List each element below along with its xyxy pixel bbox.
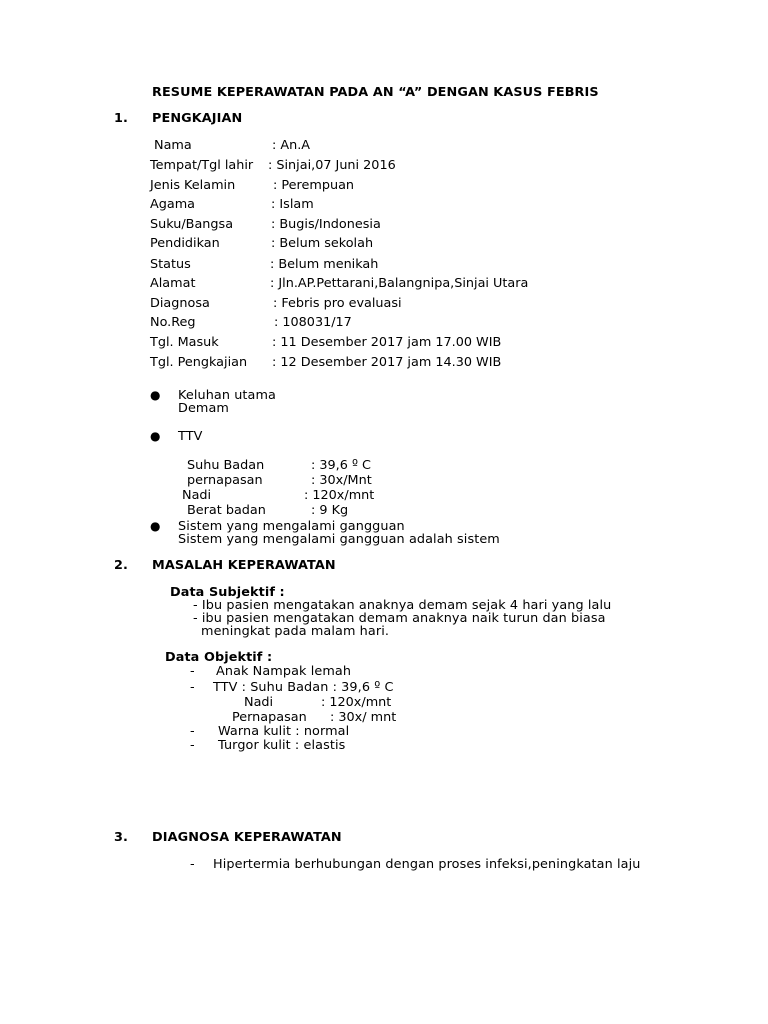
list-dash: -: [190, 724, 195, 739]
identity-value: : Febris pro evaluasi: [273, 296, 402, 311]
ttv-item-value: : 9 Kg: [311, 503, 349, 518]
identity-label: Jenis Kelamin: [150, 178, 236, 193]
bullet-icon: ●: [150, 519, 161, 533]
bullet-icon: ●: [150, 429, 161, 443]
sistem-value: Sistem yang mengalami gangguan adalah sistem: [178, 532, 500, 547]
data-objektif-nadi-value: : 120x/mnt: [321, 695, 392, 710]
identity-value: : Islam: [271, 197, 314, 212]
identity-value: : Sinjai,07 Juni 2016: [268, 158, 396, 173]
identity-label: Tgl. Masuk: [150, 335, 219, 350]
identity-value: : 12 Desember 2017 jam 14.30 WIB: [272, 355, 502, 370]
document-title: RESUME KEPERAWATAN PADA AN “A” DENGAN KASUS FEBRIS: [152, 85, 599, 100]
data-subjektif-line: - Ibu pasien mengatakan anaknya demam sejak 4 hari yang lalu: [193, 598, 612, 613]
data-subjektif-line: - ibu pasien mengatakan demam anaknya naik turun dan biasa: [193, 611, 606, 626]
identity-value: : Belum menikah: [270, 257, 379, 272]
data-objektif-napas-value: : 30x/ mnt: [330, 710, 397, 725]
keluhan-value: Demam: [178, 401, 230, 416]
data-objektif-item: Anak Nampak lemah: [216, 664, 352, 679]
identity-label: Tempat/Tgl lahir: [150, 158, 254, 173]
section-3-number: 3.: [114, 830, 128, 845]
ttv-item-value: : 30x/Mnt: [311, 473, 372, 488]
identity-label: Tgl. Pengkajian: [150, 355, 248, 370]
section-2-number: 2.: [114, 558, 128, 573]
data-subjektif-line: meningkat pada malam hari.: [201, 624, 390, 639]
bullet-icon: ●: [150, 388, 161, 402]
ttv-item-value: : 120x/mnt: [304, 488, 375, 503]
data-objektif-nadi-label: Nadi: [244, 695, 274, 710]
identity-value: : Jln.AP.Pettarani,Balangnipa,Sinjai Utara: [270, 276, 529, 291]
section-1-number: 1.: [114, 111, 128, 126]
identity-value: : 108031/17: [274, 315, 352, 330]
ttv-item-label: pernapasan: [187, 473, 263, 488]
ttv-item-label: Suhu Badan: [187, 458, 265, 473]
ttv-item-label: Nadi: [182, 488, 212, 503]
section-1-heading: PENGKAJIAN: [152, 111, 243, 126]
list-dash: -: [190, 738, 195, 753]
ttv-item-label: Berat badan: [187, 503, 266, 518]
list-dash: -: [190, 680, 195, 695]
identity-label: Suku/Bangsa: [150, 217, 234, 232]
data-objektif-item: Turgor kulit : elastis: [218, 738, 346, 753]
data-objektif-item: Warna kulit : normal: [218, 724, 350, 739]
identity-value: : Bugis/Indonesia: [271, 217, 381, 232]
identity-label: Alamat: [150, 276, 196, 291]
data-objektif-heading: Data Objektif :: [165, 650, 273, 665]
identity-label: Diagnosa: [150, 296, 210, 311]
diagnosa-item: Hipertermia berhubungan dengan proses infeksi,peningkatan laju: [213, 857, 641, 872]
list-dash: -: [190, 664, 195, 679]
section-2-heading: MASALAH KEPERAWATAN: [152, 558, 336, 573]
identity-label: Agama: [150, 197, 196, 212]
list-dash: -: [190, 857, 195, 872]
identity-value: : Perempuan: [273, 178, 355, 193]
identity-label: Status: [150, 257, 191, 272]
identity-value: : An.A: [272, 138, 311, 153]
identity-label: No.Reg: [150, 315, 196, 330]
identity-label: Pendidikan: [150, 236, 220, 251]
sistem-label: Sistem yang mengalami gangguan: [178, 519, 405, 534]
ttv-item-value: : 39,6 º C: [311, 458, 371, 473]
identity-label: Nama: [154, 138, 192, 153]
section-3-heading: DIAGNOSA KEPERAWATAN: [152, 830, 342, 845]
ttv-label: TTV: [178, 429, 203, 444]
identity-value: : 11 Desember 2017 jam 17.00 WIB: [272, 335, 502, 350]
keluhan-label: Keluhan utama: [178, 388, 277, 403]
identity-value: : Belum sekolah: [271, 236, 374, 251]
data-subjektif-heading: Data Subjektif :: [170, 585, 285, 600]
data-objektif-napas-label: Pernapasan: [232, 710, 307, 725]
data-objektif-ttv: TTV : Suhu Badan : 39,6 º C: [213, 680, 394, 695]
